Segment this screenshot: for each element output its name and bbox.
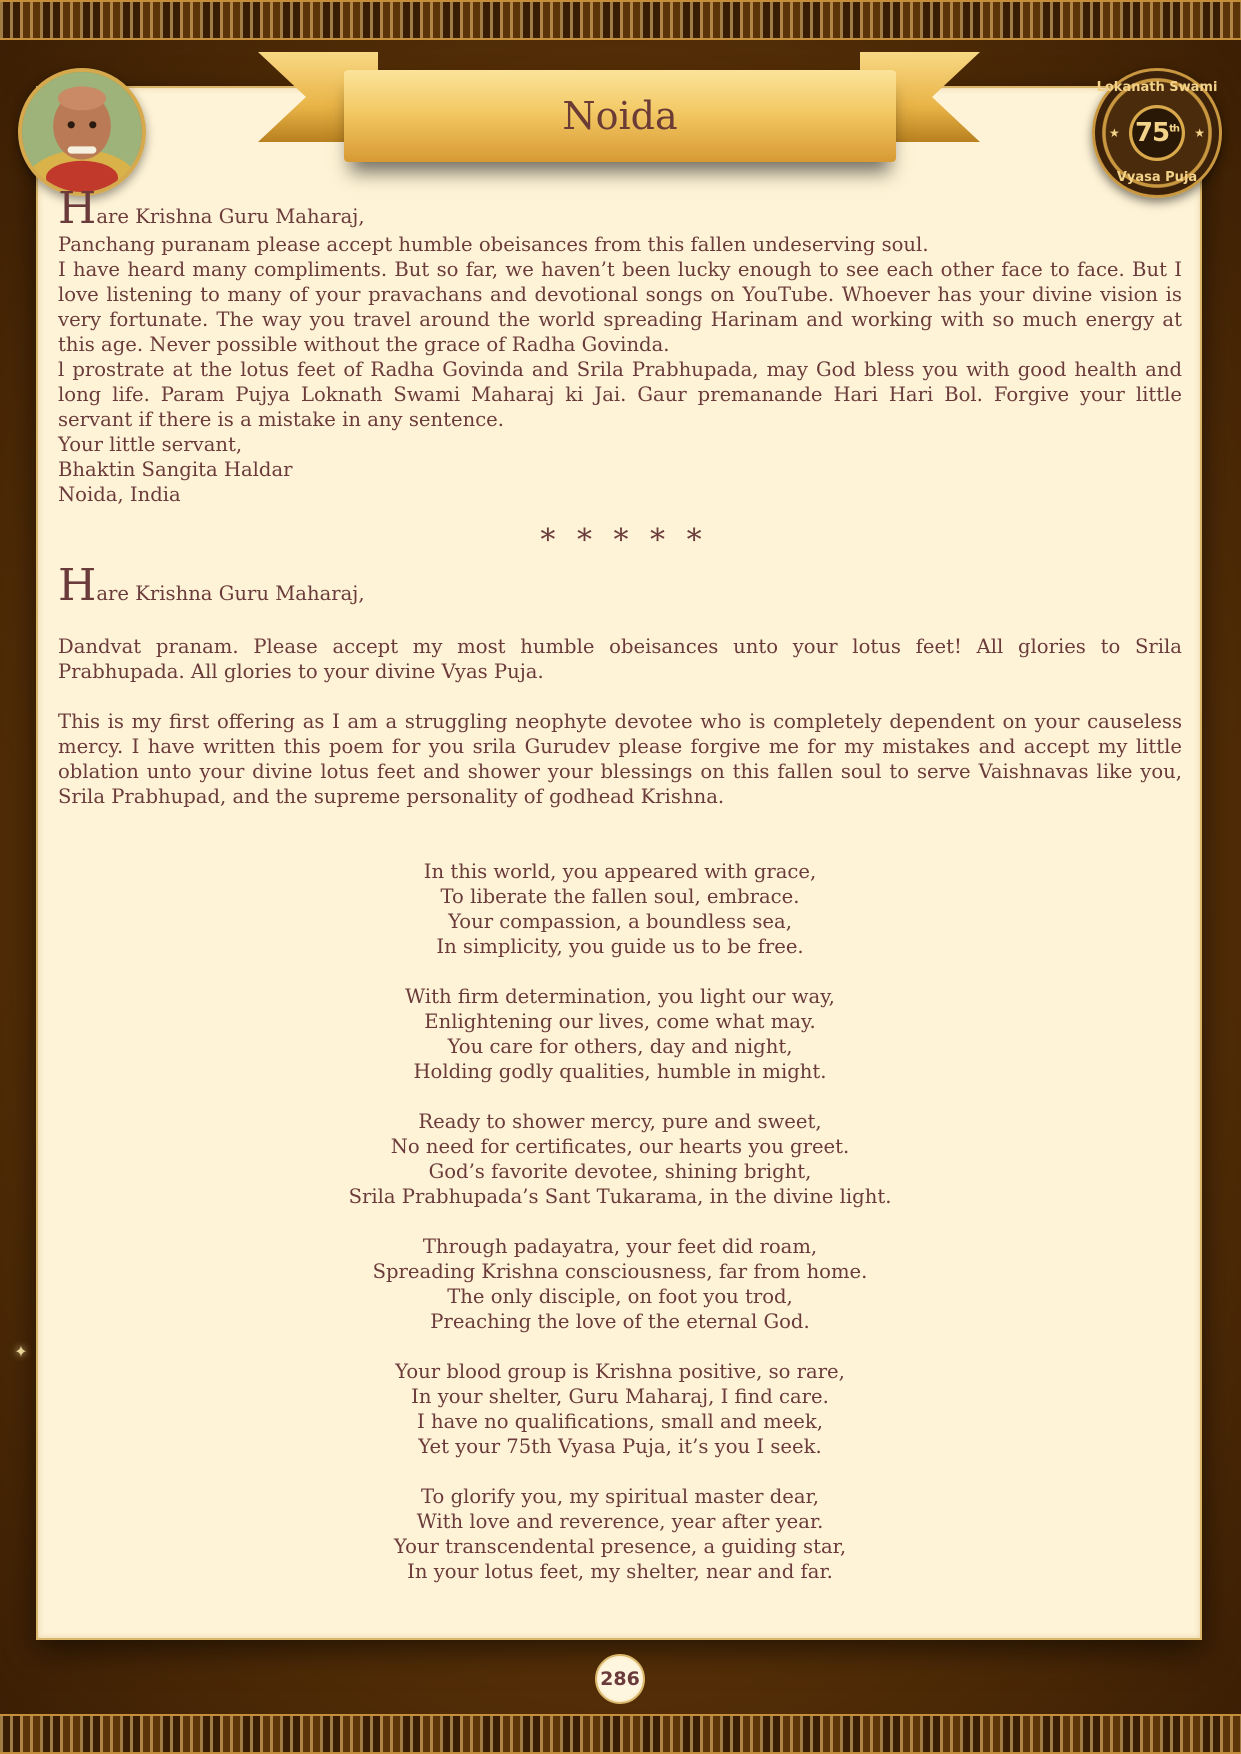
poem-stanza <box>58 1359 1182 1459</box>
star-icon: ★ <box>1194 126 1205 140</box>
poem-line: To liberate the fallen soul, embrace. <box>440 885 800 908</box>
poem-line: Through padayatra, your feet did roam, <box>422 1235 818 1258</box>
guru-portrait-avatar <box>18 68 146 196</box>
paragraph: l prostrate at the lotus feet of Radha Govinda and Srila Prabhupada, may God bless you with good health and long life. Param Pujya Loknath Swami Maharaj ki Jai. Gaur premanande Hari Hari Bol. Forgive your little servant if there is a mistake in any sentence. <box>58 358 1182 431</box>
star-icon: ★ <box>1109 126 1120 140</box>
poem-line: Srila Prabhupada’s Sant Tukarama, in the divine light. <box>348 1185 892 1208</box>
poem-line: Yet your 75th Vyasa Puja, it’s you I seek. <box>418 1435 822 1458</box>
poem-stanza <box>58 1234 1182 1334</box>
poem-line: Holding godly qualities, humble in might. <box>413 1060 827 1083</box>
poem-line: Enlightening our lives, come what may. <box>424 1010 816 1033</box>
section-separator: * * * * * <box>540 523 708 558</box>
drop-cap: H <box>58 560 97 611</box>
poem-line: To glorify you, my spiritual master dear, <box>421 1485 819 1508</box>
poem-stanza <box>58 1109 1182 1209</box>
poem-line: With firm determination, you light our way, <box>405 985 835 1008</box>
portrait-icon <box>22 72 142 192</box>
offerings-content <box>58 183 1182 1609</box>
poem-line: In simplicity, you guide us to be free. <box>436 935 804 958</box>
poem <box>58 859 1182 1584</box>
salutation: Hare Krishna Guru Maharaj, <box>58 183 365 234</box>
sparkle-icon: ✦ <box>14 1342 28 1361</box>
poem-line: God’s favorite devotee, shining bright, <box>428 1160 812 1183</box>
poem-line: In your lotus feet, my shelter, near and far. <box>407 1560 833 1583</box>
paragraph: Dandvat pranam. Please accept my most humble obeisances unto your lotus feet! All glories to Srila Prabhupada. All glories to your divine Vyas Puja. <box>58 635 1182 683</box>
closing-line: Your little servant, <box>58 433 243 456</box>
paragraph: This is my first offering as I am a struggling neophyte devotee who is completely dependent on your causeless mercy. I have written this poem for you srila Gurudev please forgive me for my mistakes and accept my little oblation unto your divine lotus feet and shower your blessings on this fallen soul to serve Vaishnavas like you, Srila Prabhupad, and the supreme personality of godhead Krishna. <box>58 710 1182 808</box>
poem-line: I have no qualifications, small and meek, <box>417 1410 823 1433</box>
badge-number: 75th <box>1134 118 1180 148</box>
poem-line: In your shelter, Guru Maharaj, I find care. <box>411 1385 829 1408</box>
poem-line: Your compassion, a boundless sea, <box>448 910 792 933</box>
title-ribbon <box>344 70 896 162</box>
badge-top-text: Lokanath Swami <box>1096 80 1218 95</box>
poem-line: Preaching the love of the eternal God. <box>430 1310 810 1333</box>
poem-stanza <box>58 1484 1182 1584</box>
drop-cap: H <box>58 183 97 234</box>
poem-line: Your blood group is Krishna positive, so rare, <box>395 1360 845 1383</box>
poem-line: You care for others, day and night, <box>447 1035 793 1058</box>
poem-line: With love and reverence, year after year. <box>416 1510 824 1533</box>
poem-line: Spreading Krishna consciousness, far from home. <box>372 1260 868 1283</box>
poem-stanza <box>58 859 1182 959</box>
badge-seal <box>1129 105 1185 161</box>
poem-line: The only disciple, on foot you trod, <box>447 1285 793 1308</box>
page-number: 286 <box>595 1654 645 1704</box>
badge-bottom-text: Vyasa Puja <box>1116 170 1198 185</box>
salutation: Hare Krishna Guru Maharaj, <box>58 560 365 611</box>
poem-line: Ready to shower mercy, pure and sweet, <box>418 1110 822 1133</box>
poem-line: In this world, you appeared with grace, <box>423 860 817 883</box>
vyasa-puja-75th-badge <box>1092 68 1222 198</box>
decorative-border-bottom <box>0 1714 1241 1754</box>
page-title: Noida <box>562 94 678 138</box>
paragraph: Panchang puranam please accept humble obeisances from this fallen undeserving soul. <box>58 233 929 256</box>
poem-line: Your transcendental presence, a guiding star, <box>393 1535 847 1558</box>
author-name: Bhaktin Sangita Haldar <box>58 458 293 481</box>
author-location: Noida, India <box>58 483 181 506</box>
poem-line: No need for certificates, our hearts you greet. <box>390 1135 850 1158</box>
decorative-border-top <box>0 0 1241 40</box>
poem-stanza <box>58 984 1182 1084</box>
paragraph: I have heard many compliments. But so far, we haven’t been lucky enough to see each other face to face. But I love listening to many of your pravachans and devotional songs on YouTube. Whoever has your divine vision is very fortunate. The way you travel around the world spreading Harinam and working with so much energy at this age. Never possible without the grace of Radha Govinda. <box>58 258 1182 356</box>
